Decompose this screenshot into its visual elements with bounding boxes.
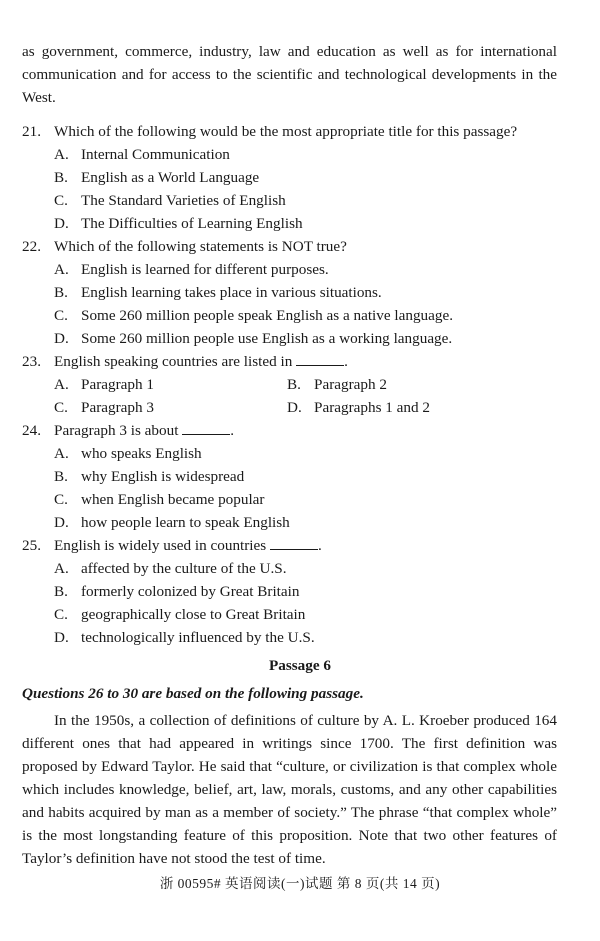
option-23-b (287, 373, 387, 396)
option-letter: A. (54, 560, 69, 577)
option-text: Some 260 million people use English as a working language. (81, 330, 453, 347)
option-24-a (54, 442, 202, 465)
option-text: formerly colonized by Great Britain (81, 583, 300, 600)
option-text: Internal Communication (81, 146, 230, 163)
option-25-d (54, 626, 315, 649)
option-letter: D. (287, 399, 302, 416)
option-letter: C. (54, 307, 68, 324)
option-letter: B. (287, 376, 301, 393)
question-end: . (344, 353, 348, 370)
option-letter: D. (54, 514, 69, 531)
option-23-a (54, 373, 154, 396)
question-23-stem (22, 350, 582, 373)
option-text: technologically influenced by the U.S. (81, 629, 315, 646)
option-23-c (54, 396, 154, 419)
question-text: English is widely used in countries (54, 537, 267, 554)
option-text: Paragraph 1 (81, 376, 154, 393)
option-letter: C. (54, 399, 68, 416)
option-22-a (54, 258, 329, 281)
option-text: geographically close to Great Britain (81, 606, 306, 623)
option-letter: B. (54, 468, 68, 485)
question-number: 25. (22, 537, 41, 554)
question-text: English speaking countries are listed in (54, 353, 293, 370)
option-text: English as a World Language (81, 169, 260, 186)
question-21-stem (22, 120, 582, 143)
question-number: 24. (22, 422, 41, 439)
question-text: Paragraph 3 is about (54, 422, 179, 439)
passage-body: In the 1950s, a collection of definitions of culture by A. L. Kroeber produced 164 different ones that had appeared in writings since 1700. The first definition was proposed by Edward Taylor. He said that “culture, or civilization is that complex whole which includes knowledge, belief, art, law, morals, customs, and any other capabilities and habits acquired by man as a member of society.” The phrase “that complex whole” is the most longstanding feature of this proposition. Note that two other features of Taylor’s definition have not stood the test of time. (22, 712, 557, 867)
option-text: when English became popular (81, 491, 265, 508)
option-text: Paragraph 2 (314, 376, 387, 393)
option-text: English learning takes place in various situations. (81, 284, 382, 301)
answer-blank (296, 351, 344, 366)
option-letter: B. (54, 169, 68, 186)
option-letter: B. (54, 583, 68, 600)
option-text: Paragraphs 1 and 2 (314, 399, 430, 416)
question-number: 21. (22, 123, 41, 140)
option-21-d (54, 212, 303, 235)
option-text: affected by the culture of the U.S. (81, 560, 287, 577)
question-text: Which of the following would be the most appropriate title for this passage? (54, 123, 518, 140)
question-text: Which of the following statements is NOT true? (54, 238, 347, 255)
option-letter: C. (54, 606, 68, 623)
passage-title: Passage 6 (268, 657, 331, 674)
option-24-d (54, 511, 290, 534)
option-letter: A. (54, 376, 69, 393)
option-text: English is learned for different purposes. (81, 261, 329, 278)
option-22-c (54, 304, 453, 327)
option-25-c (54, 603, 305, 626)
option-24-b (54, 465, 244, 488)
option-21-c (54, 189, 286, 212)
question-end: . (317, 537, 322, 554)
option-letter: C. (54, 192, 68, 209)
answer-blank (182, 420, 230, 435)
passage-instruction: Questions 26 to 30 are based on the following passage. (22, 685, 364, 702)
option-letter: A. (54, 261, 69, 278)
option-22-b (54, 281, 382, 304)
option-22-d (54, 327, 452, 350)
option-letter: D. (54, 215, 69, 232)
option-21-b (54, 166, 259, 189)
option-25-a (54, 557, 287, 580)
answer-blank (270, 535, 318, 550)
option-letter: D. (54, 330, 69, 347)
option-letter: D. (54, 629, 69, 646)
question-end: . (230, 422, 235, 439)
option-text: Paragraph 3 (81, 399, 154, 416)
option-letter: B. (54, 284, 68, 301)
option-23-d (287, 396, 430, 419)
option-25-b (54, 580, 299, 603)
option-letter: A. (54, 445, 69, 462)
page-footer: 浙 00595# 英语阅读(一)试题 第 8 页(共 14 页) (159, 876, 441, 891)
option-text: why English is widespread (81, 468, 245, 485)
option-text: The Standard Varieties of English (81, 192, 286, 209)
option-21-a (54, 143, 230, 166)
option-24-c (54, 488, 264, 511)
question-22-stem (22, 235, 582, 258)
intro-paragraph: as government, commerce, industry, law and education as well as for international communication and for access to the scientific and technological developments in the West. (22, 43, 557, 106)
question-number: 23. (22, 353, 41, 370)
option-text: who speaks English (81, 445, 202, 462)
question-number: 22. (22, 238, 41, 255)
option-letter: A. (54, 146, 69, 163)
option-text: Some 260 million people speak English as a native language. (81, 307, 454, 324)
option-text: The Difficulties of Learning English (81, 215, 303, 232)
option-text: how people learn to speak English (81, 514, 290, 531)
question-24-stem (22, 419, 582, 442)
question-25-stem (22, 534, 582, 557)
option-letter: C. (54, 491, 68, 508)
